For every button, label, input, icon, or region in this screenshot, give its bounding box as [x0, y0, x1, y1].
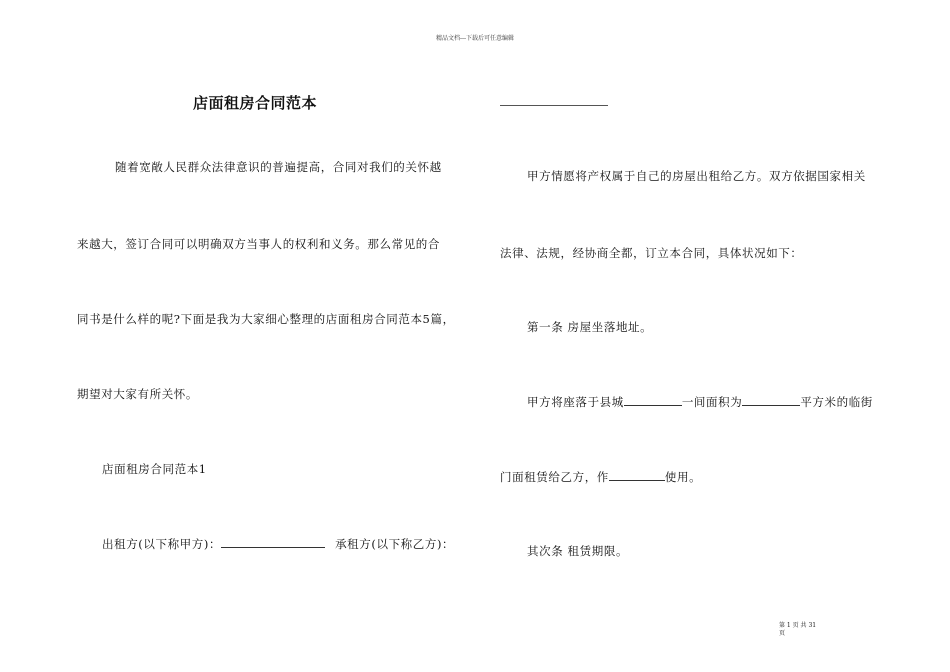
area-blank[interactable]: [742, 395, 800, 406]
usage-blank[interactable]: [609, 470, 665, 481]
document-title: 店面租房合同范本: [193, 94, 318, 112]
sample-heading: 店面租房合同范本1: [102, 462, 207, 476]
clause-line-2: 法律、法规，经协商全都，订立本合同，具体状况如下：: [500, 246, 803, 260]
clause-line-1: 甲方情愿将产权属于自己的房屋出租给乙方。双方依据国家相关: [527, 169, 866, 183]
intro-line-2: 来越大，签订合同可以明确双方当事人的权利和义务。那么常见的合: [77, 237, 440, 251]
address-text-a: 甲方将座落于县城: [527, 395, 624, 409]
lessor-blank[interactable]: [221, 537, 325, 548]
usage-line: [500, 469, 701, 485]
page-number-line-2: 页: [779, 630, 786, 637]
header-note: 精品文档---下载后可任意编辑: [435, 35, 515, 42]
article-2-heading: 其次条 租赁期限。: [527, 544, 629, 558]
page-number: [779, 622, 839, 638]
county-blank[interactable]: [624, 395, 682, 406]
party-line: [102, 536, 454, 552]
intro-line-3: 同书是什么样的呢?下面是我为大家细心整理的店面租房合同范本5篇，: [77, 312, 455, 326]
address-line: [527, 394, 873, 410]
lessor-label: 出租方(以下称甲方)：: [102, 537, 222, 551]
address-text-c: 平方米的临街: [800, 395, 873, 409]
usage-text-a: 门面租赁给乙方，作: [500, 470, 609, 484]
article-1-heading: 第一条 房屋坐落地址。: [527, 320, 653, 334]
intro-line-1: 随着宽敞人民群众法律意识的普遍提高，合同对我们的关怀越: [115, 160, 442, 174]
lessee-label: 承租方(以下称乙方)：: [335, 537, 455, 551]
page-number-line-1: 第 1 页 共 31: [779, 622, 817, 629]
intro-line-4: 期望对大家有所关怀。: [77, 387, 198, 401]
address-text-b: 一间面积为: [681, 395, 743, 409]
usage-text-b: 使用。: [664, 470, 702, 484]
divider-line: [500, 105, 608, 106]
